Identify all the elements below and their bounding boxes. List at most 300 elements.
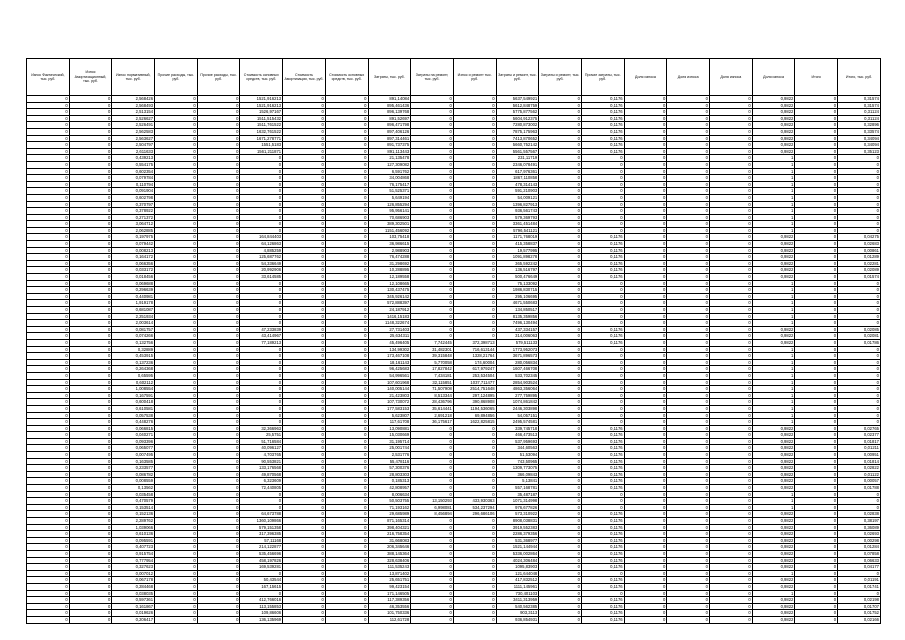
table-cell: 0,9822 xyxy=(752,135,795,142)
table-cell: 0,448276 xyxy=(112,419,155,426)
table-cell: 0 xyxy=(411,102,454,109)
table-cell: 0 xyxy=(624,307,667,314)
table-cell: 43,414967 xyxy=(240,333,283,340)
table-cell: 0 xyxy=(69,194,112,201)
table-cell: 0 xyxy=(624,570,667,577)
table-cell: 0,152136 xyxy=(112,511,155,518)
table-cell: 0,9822 xyxy=(752,260,795,267)
table-cell: 0 xyxy=(453,161,496,168)
table-cell: 0 xyxy=(667,287,710,294)
table-cell: 140,005144 xyxy=(368,386,411,393)
table-cell: 47,233839 xyxy=(240,326,283,333)
table-cell: 0 xyxy=(795,511,838,518)
table-cell: 0 xyxy=(27,616,70,623)
table-cell: 1 xyxy=(752,379,795,386)
table-cell: 0 xyxy=(69,432,112,439)
table-cell: 0 xyxy=(453,603,496,610)
table-cell: 0 xyxy=(325,597,368,604)
table-cell: 0 xyxy=(795,366,838,373)
table-cell: 0 xyxy=(581,280,624,287)
table-cell: 0 xyxy=(197,267,240,274)
table-cell: 0 xyxy=(539,379,582,386)
table-cell: 7,742445 xyxy=(411,339,454,346)
table-cell: 0 xyxy=(581,412,624,419)
table-cell: 0 xyxy=(539,419,582,426)
table-cell: 0 xyxy=(539,603,582,610)
table-cell: 0 xyxy=(155,254,198,261)
table-cell: 0 xyxy=(197,425,240,432)
table-cell: 0 xyxy=(453,577,496,584)
table-cell: 0 xyxy=(667,208,710,215)
table-cell: 1194,536065 xyxy=(453,405,496,412)
table-row xyxy=(27,419,881,426)
table-cell: 0,1176 xyxy=(581,524,624,531)
table-cell: 936,561743 xyxy=(496,208,539,215)
table-cell: 0 xyxy=(411,155,454,162)
table-cell: 0 xyxy=(453,267,496,274)
table-cell: 0 xyxy=(240,353,283,360)
table-cell: 0 xyxy=(710,214,753,221)
table-cell: 0 xyxy=(539,135,582,142)
table-cell: 0 xyxy=(155,564,198,571)
table-cell: 0 xyxy=(325,590,368,597)
table-cell: 51,53094 xyxy=(496,452,539,459)
table-cell: 0,9822 xyxy=(752,115,795,122)
table-cell: 2,526491 xyxy=(112,122,155,129)
table-cell: 1561,211871 xyxy=(240,148,283,155)
table-cell: 0,095591 xyxy=(112,537,155,544)
table-cell: 0,9822 xyxy=(752,267,795,274)
table-cell: 0 xyxy=(795,128,838,135)
table-cell: 69,894856 xyxy=(453,412,496,419)
table-cell: 5,13841 xyxy=(496,478,539,485)
table-cell: 0 xyxy=(710,102,753,109)
table-cell: 0 xyxy=(667,583,710,590)
table-cell: 0 xyxy=(197,537,240,544)
table-cell: 5561,557567 xyxy=(496,148,539,155)
table-cell: 0 xyxy=(667,293,710,300)
table-cell: 0 xyxy=(710,485,753,492)
table-cell: 0 xyxy=(325,326,368,333)
table-cell: 0 xyxy=(325,122,368,129)
table-cell: 537,959693 xyxy=(496,438,539,445)
table-cell: 54,336649 xyxy=(240,260,283,267)
table-cell: 0 xyxy=(197,399,240,406)
table-cell: 0,284468 xyxy=(112,583,155,590)
table-cell: 0 xyxy=(69,142,112,149)
table-cell: 0 xyxy=(155,128,198,135)
table-cell: 0 xyxy=(795,346,838,353)
table-cell: 0 xyxy=(667,379,710,386)
table-cell: 0 xyxy=(453,445,496,452)
table-cell: 0 xyxy=(411,531,454,538)
table-cell: 0 xyxy=(27,307,70,314)
table-cell: 0 xyxy=(624,353,667,360)
column-header: Прочие расходы, тыс. руб. xyxy=(197,59,240,96)
table-cell: 0 xyxy=(710,438,753,445)
table-cell: 0 xyxy=(69,590,112,597)
table-cell: 0,1176 xyxy=(581,616,624,623)
table-cell: 1 xyxy=(752,280,795,287)
table-cell: 0 xyxy=(283,518,326,525)
table-cell: 0 xyxy=(197,214,240,221)
table-cell: 0 xyxy=(69,564,112,571)
table-cell: 0 xyxy=(197,188,240,195)
table-cell: 0,9822 xyxy=(752,234,795,241)
table-cell: 57,11168 xyxy=(240,537,283,544)
table-cell: 5,623807 xyxy=(368,412,411,419)
table-cell: 0 xyxy=(283,247,326,254)
table-cell: 365,592242 xyxy=(496,260,539,267)
table-cell: 1 xyxy=(752,175,795,182)
table-cell: 64,126863 xyxy=(240,241,283,248)
table-cell: 1 xyxy=(752,353,795,360)
table-cell: 0 xyxy=(667,432,710,439)
table-cell: 0 xyxy=(581,359,624,366)
table-cell: 466,473513 xyxy=(496,432,539,439)
table-cell: 31,668083 xyxy=(368,537,411,544)
table-cell: 0 xyxy=(453,597,496,604)
table-cell: 0 xyxy=(795,221,838,228)
table-cell: 0 xyxy=(69,346,112,353)
table-cell: 1416,15183 xyxy=(368,313,411,320)
table-cell: 0 xyxy=(411,227,454,234)
table-cell: 5,649194 xyxy=(368,194,411,201)
table-cell: 0 xyxy=(155,511,198,518)
table-cell: 0 xyxy=(325,412,368,419)
table-cell: 0 xyxy=(539,458,582,465)
table-cell: 0 xyxy=(539,590,582,597)
table-cell: 540,562385 xyxy=(496,603,539,610)
table-cell: 0 xyxy=(283,254,326,261)
table-cell: 0,1176 xyxy=(581,142,624,149)
table-cell: 0,132756 xyxy=(112,339,155,346)
table-row xyxy=(27,531,881,538)
table-cell: 0 xyxy=(581,419,624,426)
table-cell: 0 xyxy=(325,616,368,623)
table-row xyxy=(27,557,881,564)
table-cell: 5660,752142 xyxy=(496,142,539,149)
table-cell: 297,124895 xyxy=(453,392,496,399)
table-cell: 0 xyxy=(197,234,240,241)
table-cell: 0 xyxy=(27,511,70,518)
table-cell: 0 xyxy=(838,491,881,498)
table-cell: 0 xyxy=(411,465,454,472)
table-cell: 0 xyxy=(240,307,283,314)
table-cell: 0,38197 xyxy=(838,518,881,525)
table-cell: 0 xyxy=(624,564,667,571)
table-cell: 121,644048 xyxy=(496,570,539,577)
table-cell: 0 xyxy=(667,254,710,261)
table-cell: 0 xyxy=(838,504,881,511)
table-cell: 1037,711477 xyxy=(453,379,496,386)
table-cell: 0,066815 xyxy=(112,425,155,432)
table-cell: 0 xyxy=(27,445,70,452)
table-cell: 0 xyxy=(667,550,710,557)
table-cell: 107,730072 xyxy=(368,399,411,406)
table-cell: 0 xyxy=(838,181,881,188)
table-cell: 0 xyxy=(325,247,368,254)
table-cell: 0 xyxy=(539,346,582,353)
table-cell: 0 xyxy=(197,320,240,327)
table-cell: 0 xyxy=(624,175,667,182)
table-cell: 0 xyxy=(325,128,368,135)
table-cell: 0 xyxy=(69,128,112,135)
table-cell: 0 xyxy=(69,386,112,393)
table-cell: 0 xyxy=(710,445,753,452)
table-cell: 1 xyxy=(752,372,795,379)
table-cell: 1074,861842 xyxy=(496,399,539,406)
table-cell: 0 xyxy=(710,491,753,498)
table-cell: 0 xyxy=(624,616,667,623)
table-cell: 0 xyxy=(453,544,496,551)
table-row xyxy=(27,478,881,485)
table-cell: 0,1176 xyxy=(581,109,624,116)
table-cell: 0,602112 xyxy=(112,379,155,386)
table-cell: 0 xyxy=(155,392,198,399)
table-cell: 0 xyxy=(69,616,112,623)
table-cell: 0 xyxy=(240,379,283,386)
table-cell: 0 xyxy=(27,544,70,551)
table-cell: 75,133092 xyxy=(496,280,539,287)
table-cell: 0 xyxy=(325,379,368,386)
table-cell: 1622,825815 xyxy=(453,419,496,426)
table-cell: 0 xyxy=(795,412,838,419)
table-cell: 0 xyxy=(624,544,667,551)
table-cell: 0 xyxy=(539,214,582,221)
table-cell: 1671,278771 xyxy=(240,135,283,142)
table-cell: 0,01707 xyxy=(838,603,881,610)
table-cell: 0 xyxy=(155,557,198,564)
table-cell: 0 xyxy=(624,227,667,234)
table-cell: 7280,873002 xyxy=(496,122,539,129)
table-row xyxy=(27,438,881,445)
table-cell: 0 xyxy=(624,339,667,346)
table-cell: 134,99302 xyxy=(368,346,411,353)
table-cell: 0 xyxy=(795,379,838,386)
table-cell: 0 xyxy=(411,109,454,116)
table-cell: 0 xyxy=(624,293,667,300)
table-cell: 0,00861 xyxy=(838,247,881,254)
table-cell: 0 xyxy=(453,458,496,465)
table-cell: 1 xyxy=(752,221,795,228)
table-cell: 0 xyxy=(667,214,710,221)
table-cell: 0,008213 xyxy=(112,247,155,254)
table-cell: 535,456696 xyxy=(240,550,283,557)
table-cell: 0 xyxy=(453,590,496,597)
table-row xyxy=(27,372,881,379)
table-cell: 0 xyxy=(155,234,198,241)
table-cell: 0 xyxy=(411,241,454,248)
table-cell: 0 xyxy=(667,241,710,248)
table-cell: 0,01817 xyxy=(838,438,881,445)
table-cell: 0 xyxy=(411,181,454,188)
table-cell: 0 xyxy=(795,438,838,445)
table-cell: 0 xyxy=(453,135,496,142)
table-cell: 0 xyxy=(240,175,283,182)
table-cell: 0 xyxy=(283,392,326,399)
table-cell: 21,423803 xyxy=(368,392,411,399)
table-cell: 0 xyxy=(453,518,496,525)
table-cell: 5604,912375 xyxy=(496,115,539,122)
table-cell: 0 xyxy=(283,161,326,168)
table-cell: 871,165314 xyxy=(368,518,411,525)
table-cell: 0,079784 xyxy=(112,175,155,182)
table-cell: 0 xyxy=(283,366,326,373)
table-cell: 0 xyxy=(667,399,710,406)
table-cell: 0 xyxy=(838,392,881,399)
table-cell: 0 xyxy=(155,96,198,103)
table-cell: 0 xyxy=(411,260,454,267)
table-cell: 0 xyxy=(667,155,710,162)
table-cell: 0 xyxy=(197,485,240,492)
table-cell: 1 xyxy=(752,227,795,234)
table-cell: 0 xyxy=(539,241,582,248)
table-cell: 0 xyxy=(69,537,112,544)
table-cell: 0,610136 xyxy=(112,531,155,538)
table-cell: 0 xyxy=(411,438,454,445)
table-row xyxy=(27,274,881,281)
table-cell: 117,61708 xyxy=(368,419,411,426)
table-cell: 0 xyxy=(283,175,326,182)
table-cell: 0,1176 xyxy=(581,135,624,142)
table-cell: 0,1176 xyxy=(581,102,624,109)
table-cell: 0 xyxy=(155,188,198,195)
table-cell: 0 xyxy=(69,175,112,182)
table-cell: 0 xyxy=(838,214,881,221)
table-cell: 0 xyxy=(325,155,368,162)
table-cell: 0 xyxy=(838,194,881,201)
table-cell: 0 xyxy=(411,326,454,333)
table-cell: 0 xyxy=(667,577,710,584)
table-cell: 0 xyxy=(197,168,240,175)
table-cell: 0 xyxy=(283,405,326,412)
table-cell: 0 xyxy=(453,537,496,544)
table-row xyxy=(27,498,881,505)
table-cell: 0 xyxy=(581,221,624,228)
table-cell: 0 xyxy=(155,359,198,366)
table-cell: 0 xyxy=(325,419,368,426)
table-cell: 896,139768 xyxy=(368,109,411,116)
table-cell: 0 xyxy=(27,425,70,432)
table-cell: 0 xyxy=(325,524,368,531)
table-cell: 0 xyxy=(27,603,70,610)
table-cell: 0 xyxy=(453,128,496,135)
table-cell: 0 xyxy=(411,550,454,557)
table-cell: 0 xyxy=(69,148,112,155)
table-cell: 0 xyxy=(283,208,326,215)
table-cell: 0 xyxy=(197,379,240,386)
table-cell: 0 xyxy=(624,405,667,412)
table-cell: 0 xyxy=(27,458,70,465)
table-cell: 0 xyxy=(240,221,283,228)
table-cell: 0 xyxy=(795,485,838,492)
table-cell: 0 xyxy=(539,326,582,333)
table-cell: 0 xyxy=(197,583,240,590)
table-cell: 3411,313959 xyxy=(496,597,539,604)
table-cell: 0,01752 xyxy=(838,610,881,617)
table-cell: 0,681087 xyxy=(112,307,155,314)
table-row xyxy=(27,181,881,188)
table-cell: 0 xyxy=(624,161,667,168)
table-row xyxy=(27,326,881,333)
table-cell: 0 xyxy=(581,208,624,215)
table-cell: 0 xyxy=(539,537,582,544)
table-row xyxy=(27,241,881,248)
table-cell: 0 xyxy=(155,102,198,109)
table-cell: 0 xyxy=(325,254,368,261)
table-cell: 0 xyxy=(539,175,582,182)
table-cell: 0 xyxy=(155,201,198,208)
table-cell: 533,702345 xyxy=(496,372,539,379)
table-cell: 0 xyxy=(27,188,70,195)
table-cell: 0 xyxy=(667,96,710,103)
table-cell: 1 xyxy=(752,392,795,399)
table-cell: 0 xyxy=(539,597,582,604)
table-cell: 35,487187 xyxy=(496,491,539,498)
table-cell: 0 xyxy=(838,307,881,314)
table-cell: 0 xyxy=(27,194,70,201)
table-cell: 534,237294 xyxy=(453,504,496,511)
table-row xyxy=(27,234,881,241)
table-cell: 0 xyxy=(453,96,496,103)
table-cell: 0 xyxy=(795,168,838,175)
table-cell: 0 xyxy=(795,194,838,201)
table-cell: 0,008559 xyxy=(112,478,155,485)
table-cell: 572,888397 xyxy=(368,300,411,307)
table-cell: 0 xyxy=(624,583,667,590)
table-cell: 0 xyxy=(69,610,112,617)
table-cell: 0 xyxy=(795,307,838,314)
table-cell: 0 xyxy=(667,564,710,571)
table-cell: 0 xyxy=(155,161,198,168)
table-cell: 0 xyxy=(69,504,112,511)
table-cell: 0,9822 xyxy=(752,478,795,485)
table-cell: 19,577995 xyxy=(496,247,539,254)
table-cell: 0 xyxy=(197,405,240,412)
column-header: Доля износа xyxy=(624,59,667,96)
table-cell: 35,614441 xyxy=(411,405,454,412)
table-cell: 0 xyxy=(69,498,112,505)
table-cell: 500,476649 xyxy=(496,274,539,281)
table-cell: 0,36089 xyxy=(838,524,881,531)
table-cell: 1 xyxy=(752,412,795,419)
table-cell: 0 xyxy=(453,485,496,492)
table-cell: 0 xyxy=(155,109,198,116)
table-cell: 20,992906 xyxy=(240,267,283,274)
table-cell: 0 xyxy=(283,570,326,577)
table-row xyxy=(27,366,881,373)
table-cell: 0 xyxy=(69,274,112,281)
column-header: Износ Амортизационный, тыс. руб. xyxy=(69,59,112,96)
table-cell: 0 xyxy=(283,135,326,142)
table-cell: 0 xyxy=(69,405,112,412)
table-cell: 0 xyxy=(667,465,710,472)
column-header: Прочие затраты, тыс. руб. xyxy=(581,59,624,96)
table-cell: 0 xyxy=(795,458,838,465)
table-cell: 0 xyxy=(838,155,881,162)
table-cell: 0 xyxy=(795,531,838,538)
table-cell: 0 xyxy=(27,333,70,340)
table-cell: 0,206417 xyxy=(112,616,155,623)
table-cell: 0 xyxy=(624,333,667,340)
table-cell: 0 xyxy=(411,616,454,623)
table-cell: 136,135969 xyxy=(240,616,283,623)
table-cell: 1111,145961 xyxy=(496,583,539,590)
table-row xyxy=(27,254,881,261)
table-cell: 0 xyxy=(155,577,198,584)
table-cell: 0 xyxy=(411,221,454,228)
